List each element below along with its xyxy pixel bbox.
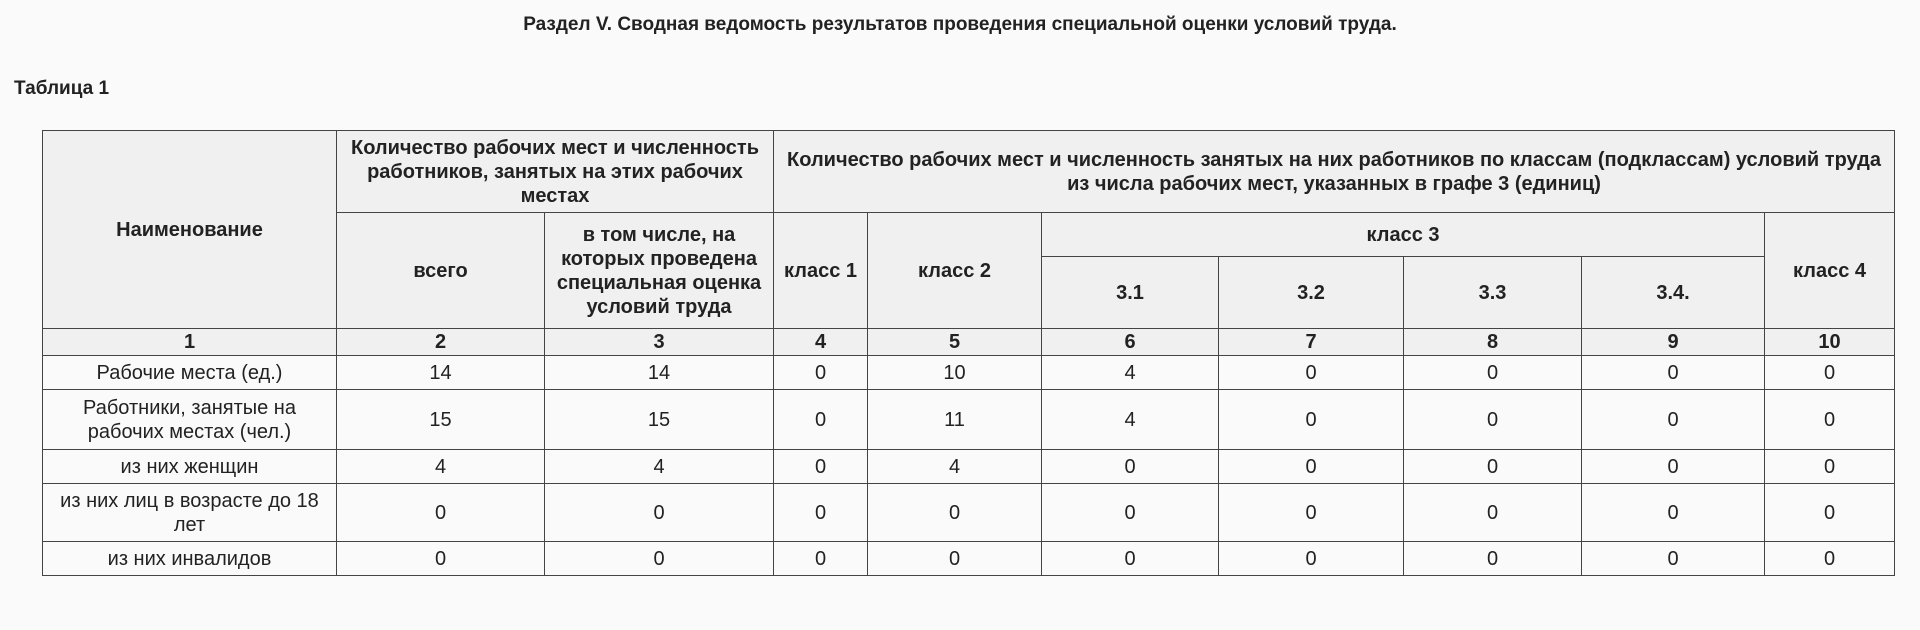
table-cell: 0 [1219,484,1404,542]
row-label: из них женщин [43,450,337,484]
header-class4: класс 4 [1765,213,1895,329]
table-cell: 14 [337,356,545,390]
table-cell: 0 [1042,484,1219,542]
column-number: 1 [43,329,337,356]
table-cell: 4 [1042,390,1219,450]
table-cell: 0 [1582,542,1765,576]
column-number: 5 [868,329,1042,356]
header-sub-3-4: 3.4. [1582,257,1765,329]
header-sub-3-2: 3.2 [1219,257,1404,329]
table-row [43,542,1895,576]
table-row [43,356,1895,390]
table-cell: 10 [868,356,1042,390]
header-sub-3-1: 3.1 [1042,257,1219,329]
row-label: Работники, занятые на рабочих местах (чел.) [43,390,337,450]
table-cell: 0 [545,542,774,576]
table-cell: 4 [1042,356,1219,390]
table-label: Таблица 1 [14,78,110,99]
column-number: 8 [1404,329,1582,356]
column-number: 6 [1042,329,1219,356]
row-label: из них инвалидов [43,542,337,576]
table-cell: 0 [1582,484,1765,542]
table-cell: 0 [1404,450,1582,484]
column-number: 3 [545,329,774,356]
table-row [43,450,1895,484]
table-cell: 14 [545,356,774,390]
table-cell: 0 [1582,450,1765,484]
column-number: 9 [1582,329,1765,356]
header-total: всего [337,213,545,329]
header-workplaces-group: Количество рабочих мест и численность работников, занятых на этих рабочих местах [337,131,774,213]
header-class2: класс 2 [868,213,1042,329]
table-cell: 4 [868,450,1042,484]
table-row [43,484,1895,542]
table-cell: 4 [337,450,545,484]
header-classes-group: Количество рабочих мест и численность занятых на них работников по классам (подклассам) условий труда из числа рабочих мест, указанных в графе 3 (единиц) [774,131,1895,213]
table-cell: 0 [545,484,774,542]
table-cell: 0 [1404,390,1582,450]
column-number: 7 [1219,329,1404,356]
table-cell: 0 [774,356,868,390]
table-cell: 0 [774,484,868,542]
column-number-row [43,329,1895,356]
column-number: 4 [774,329,868,356]
table-cell: 0 [337,542,545,576]
table-cell: 0 [1765,484,1895,542]
table-cell: 0 [1765,390,1895,450]
table-cell: 0 [1219,356,1404,390]
table-cell: 11 [868,390,1042,450]
row-label: из них лиц в возрасте до 18 лет [43,484,337,542]
table-cell: 0 [1404,484,1582,542]
table-cell: 0 [774,542,868,576]
table-cell: 0 [1765,450,1895,484]
header-row-1 [43,131,1895,213]
row-label: Рабочие места (ед.) [43,356,337,390]
header-assessed: в том числе, на которых проведена специальная оценка условий труда [545,213,774,329]
column-number: 10 [1765,329,1895,356]
table-cell: 15 [337,390,545,450]
table-cell: 0 [1219,450,1404,484]
header-name: Наименование [43,131,337,329]
table-row [43,390,1895,450]
table-cell: 4 [545,450,774,484]
document-title: Раздел V. Сводная ведомость результатов проведения специальной оценки условий труда. [523,14,1397,35]
table-cell: 0 [774,450,868,484]
table-cell: 0 [1765,542,1895,576]
table-cell: 0 [1042,542,1219,576]
header-class1: класс 1 [774,213,868,329]
table-cell: 0 [774,390,868,450]
table-cell: 0 [1404,356,1582,390]
table-cell: 0 [1765,356,1895,390]
table-cell: 0 [1219,390,1404,450]
table-cell: 15 [545,390,774,450]
table-cell: 0 [1219,542,1404,576]
table-cell: 0 [1582,356,1765,390]
summary-table [42,130,1895,576]
table-cell: 0 [337,484,545,542]
table-cell: 0 [868,542,1042,576]
column-number: 2 [337,329,545,356]
table-cell: 0 [868,484,1042,542]
header-sub-3-3: 3.3 [1404,257,1582,329]
table-cell: 0 [1404,542,1582,576]
table-cell: 0 [1042,450,1219,484]
table-cell: 0 [1582,390,1765,450]
header-class3: класс 3 [1042,213,1765,257]
